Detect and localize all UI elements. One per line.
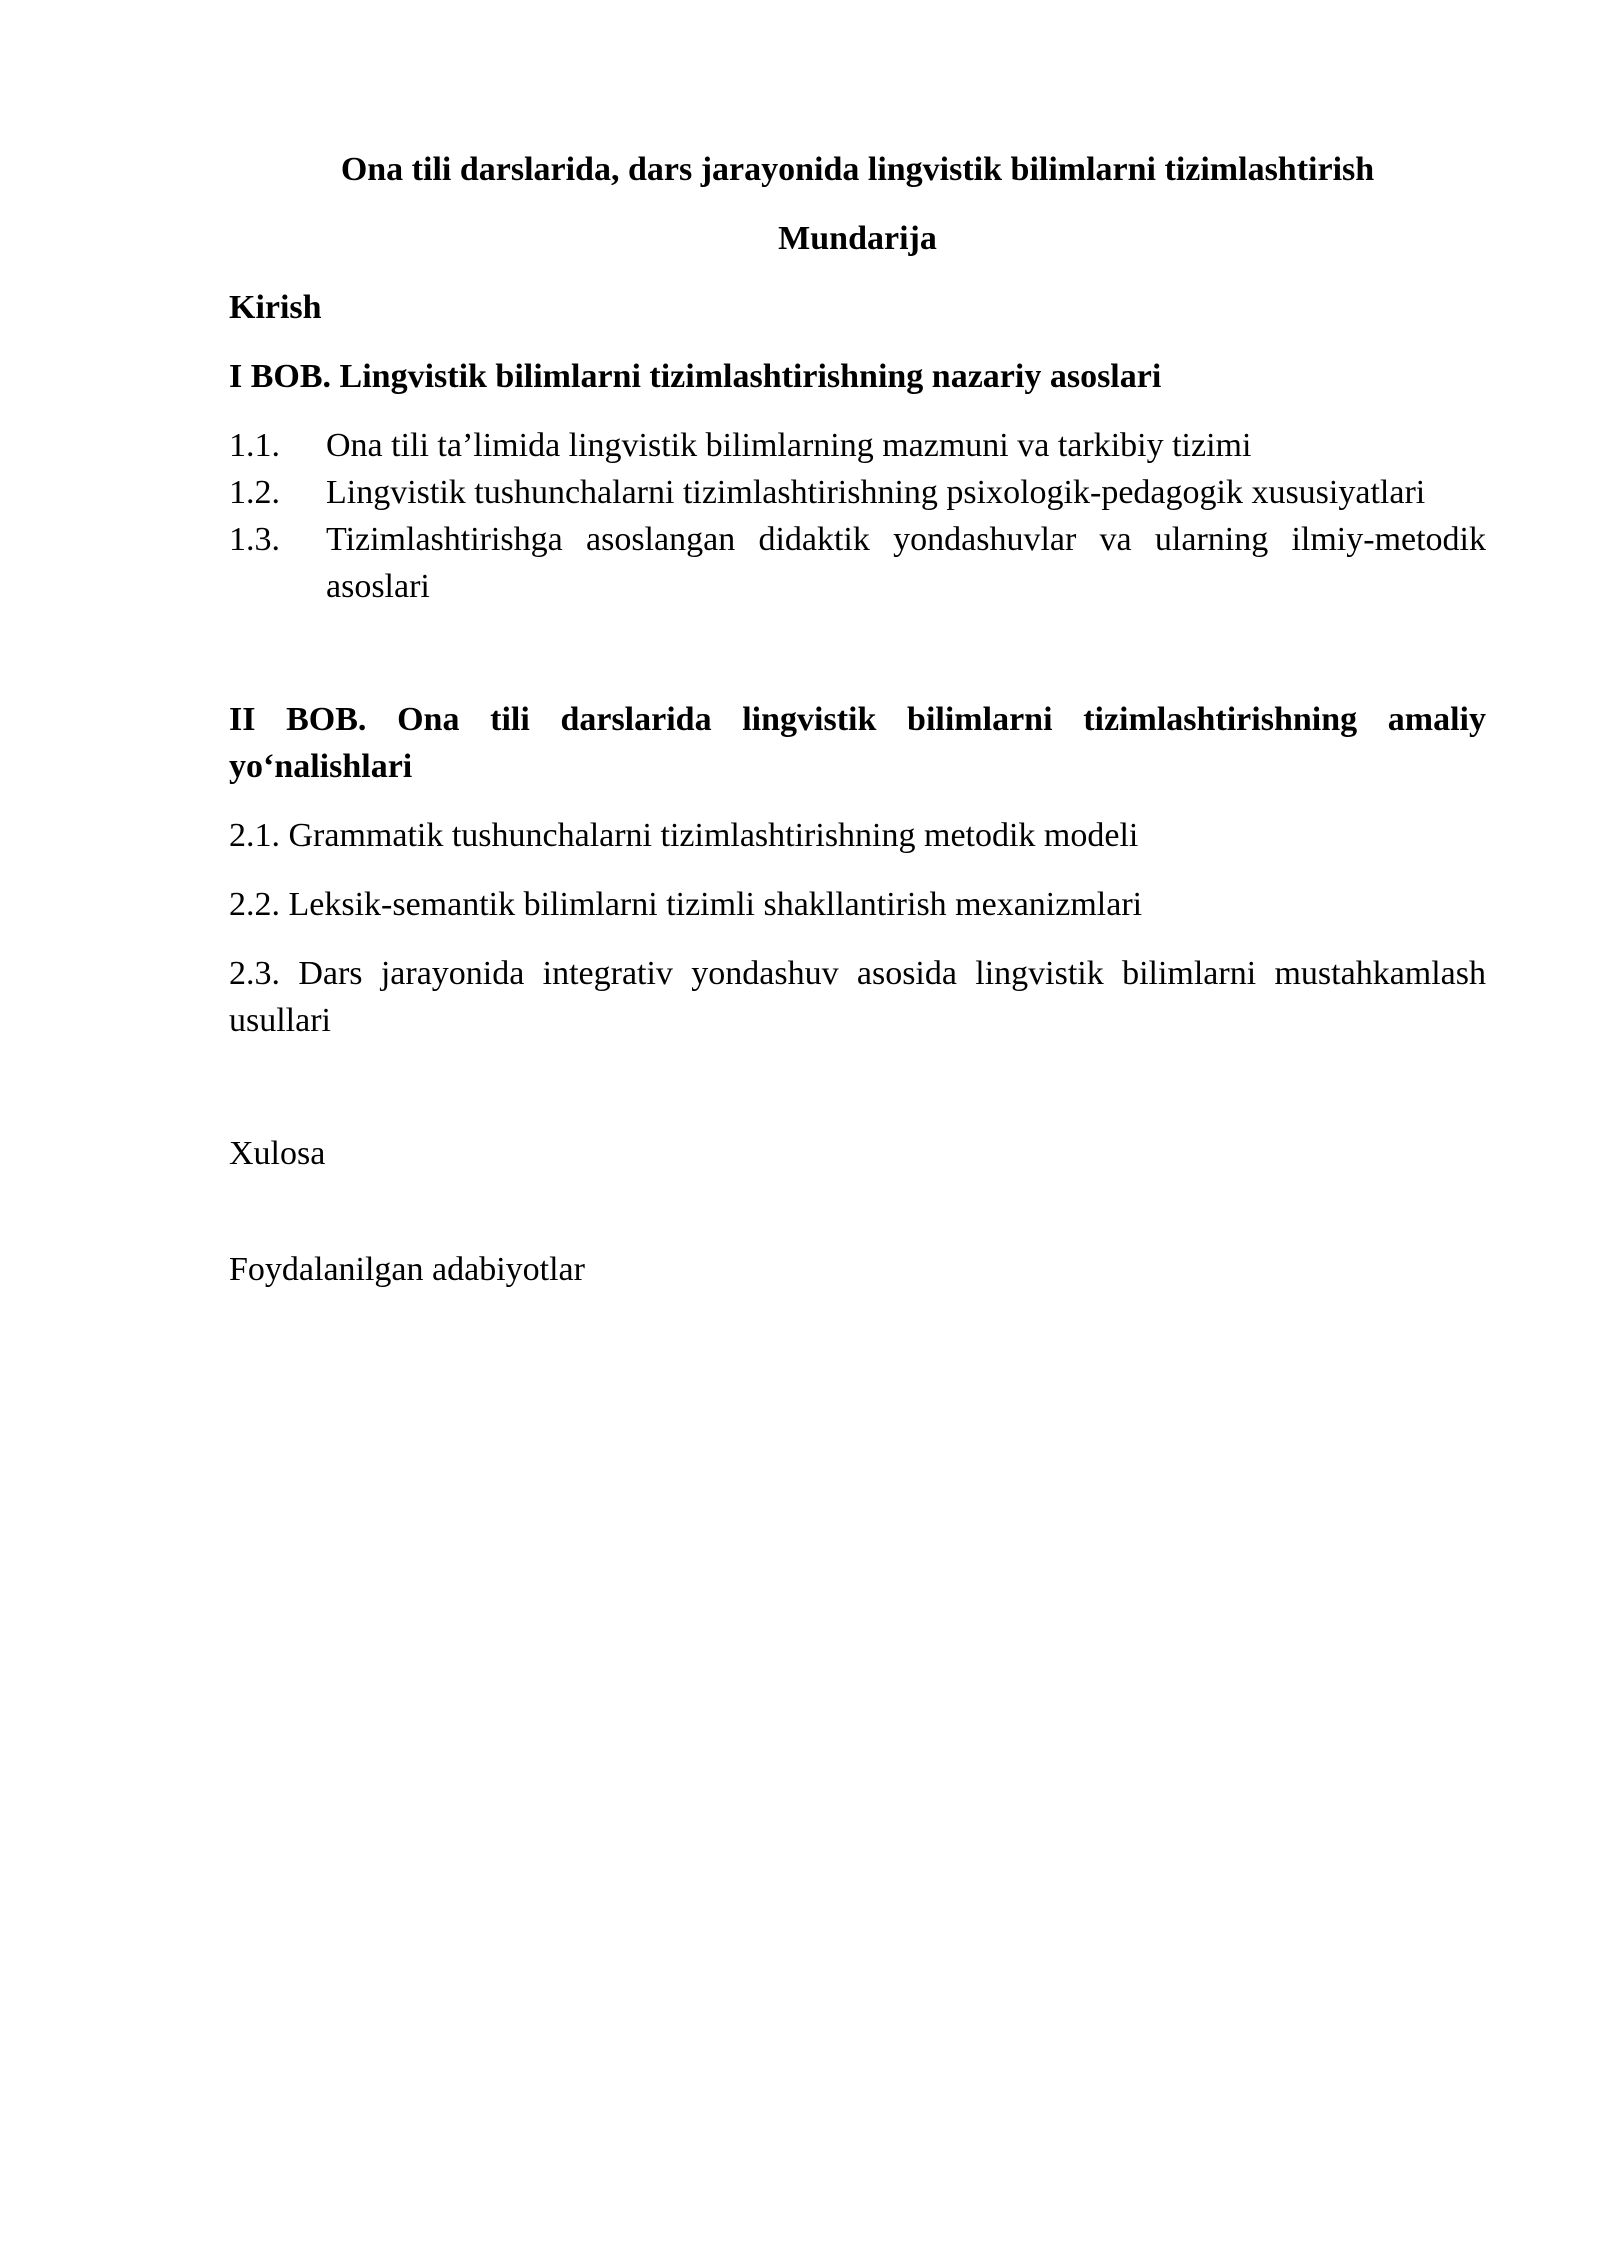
list-item bbox=[229, 469, 1486, 516]
list-item-text: Tizimlashtirishga asoslangan didaktik yondashuvlar va ularning ilmiy-metodik asoslari bbox=[326, 521, 1486, 605]
list-item-number: 1.3. bbox=[229, 521, 280, 558]
document-content bbox=[229, 146, 1486, 1315]
toc-intro: Kirish bbox=[229, 289, 322, 326]
chapter2-item: 2.2. Leksik-semantik bilimlarni tizimli shakllantirish mexanizmlari bbox=[229, 886, 1143, 923]
list-item-number: 1.1. bbox=[229, 427, 280, 464]
chapter2-item: 2.3. Dars jarayonida integrativ yondashuv asosida lingvistik bilimlarni mustahkamlash usullari bbox=[229, 955, 1486, 1039]
toc-conclusion: Xulosa bbox=[229, 1135, 326, 1172]
list-item bbox=[229, 422, 1486, 469]
list-item bbox=[229, 516, 1486, 610]
list-item-text: Lingvistik tushunchalarni tizimlashtirishning psixologik-pedagogik xususiyatlari bbox=[326, 474, 1426, 511]
chapter1-list bbox=[229, 422, 1486, 610]
list-item-number: 1.2. bbox=[229, 474, 280, 511]
list-item-text: Ona tili ta’limida lingvistik bilimlarning mazmuni va tarkibiy tizimi bbox=[326, 427, 1252, 464]
document-title: Ona tili darslarida, dars jarayonida lingvistik bilimlarni tizimlashtirish bbox=[340, 151, 1375, 188]
toc-heading: Mundarija bbox=[778, 220, 937, 257]
chapter1-heading: I BOB. Lingvistik bilimlarni tizimlashtirishning nazariy asoslari bbox=[229, 358, 1162, 395]
chapter2-item: 2.1. Grammatik tushunchalarni tizimlashtirishning metodik modeli bbox=[229, 817, 1139, 854]
spacer bbox=[229, 1066, 1486, 1130]
toc-references: Foydalanilgan adabiyotlar bbox=[229, 1251, 585, 1288]
chapter2-heading: II BOB. Ona tili darslarida lingvistik bilimlarni tizimlashtirishning amaliy yo‘nalishlari bbox=[229, 701, 1486, 785]
spacer bbox=[229, 610, 1486, 696]
spacer bbox=[229, 1199, 1486, 1246]
